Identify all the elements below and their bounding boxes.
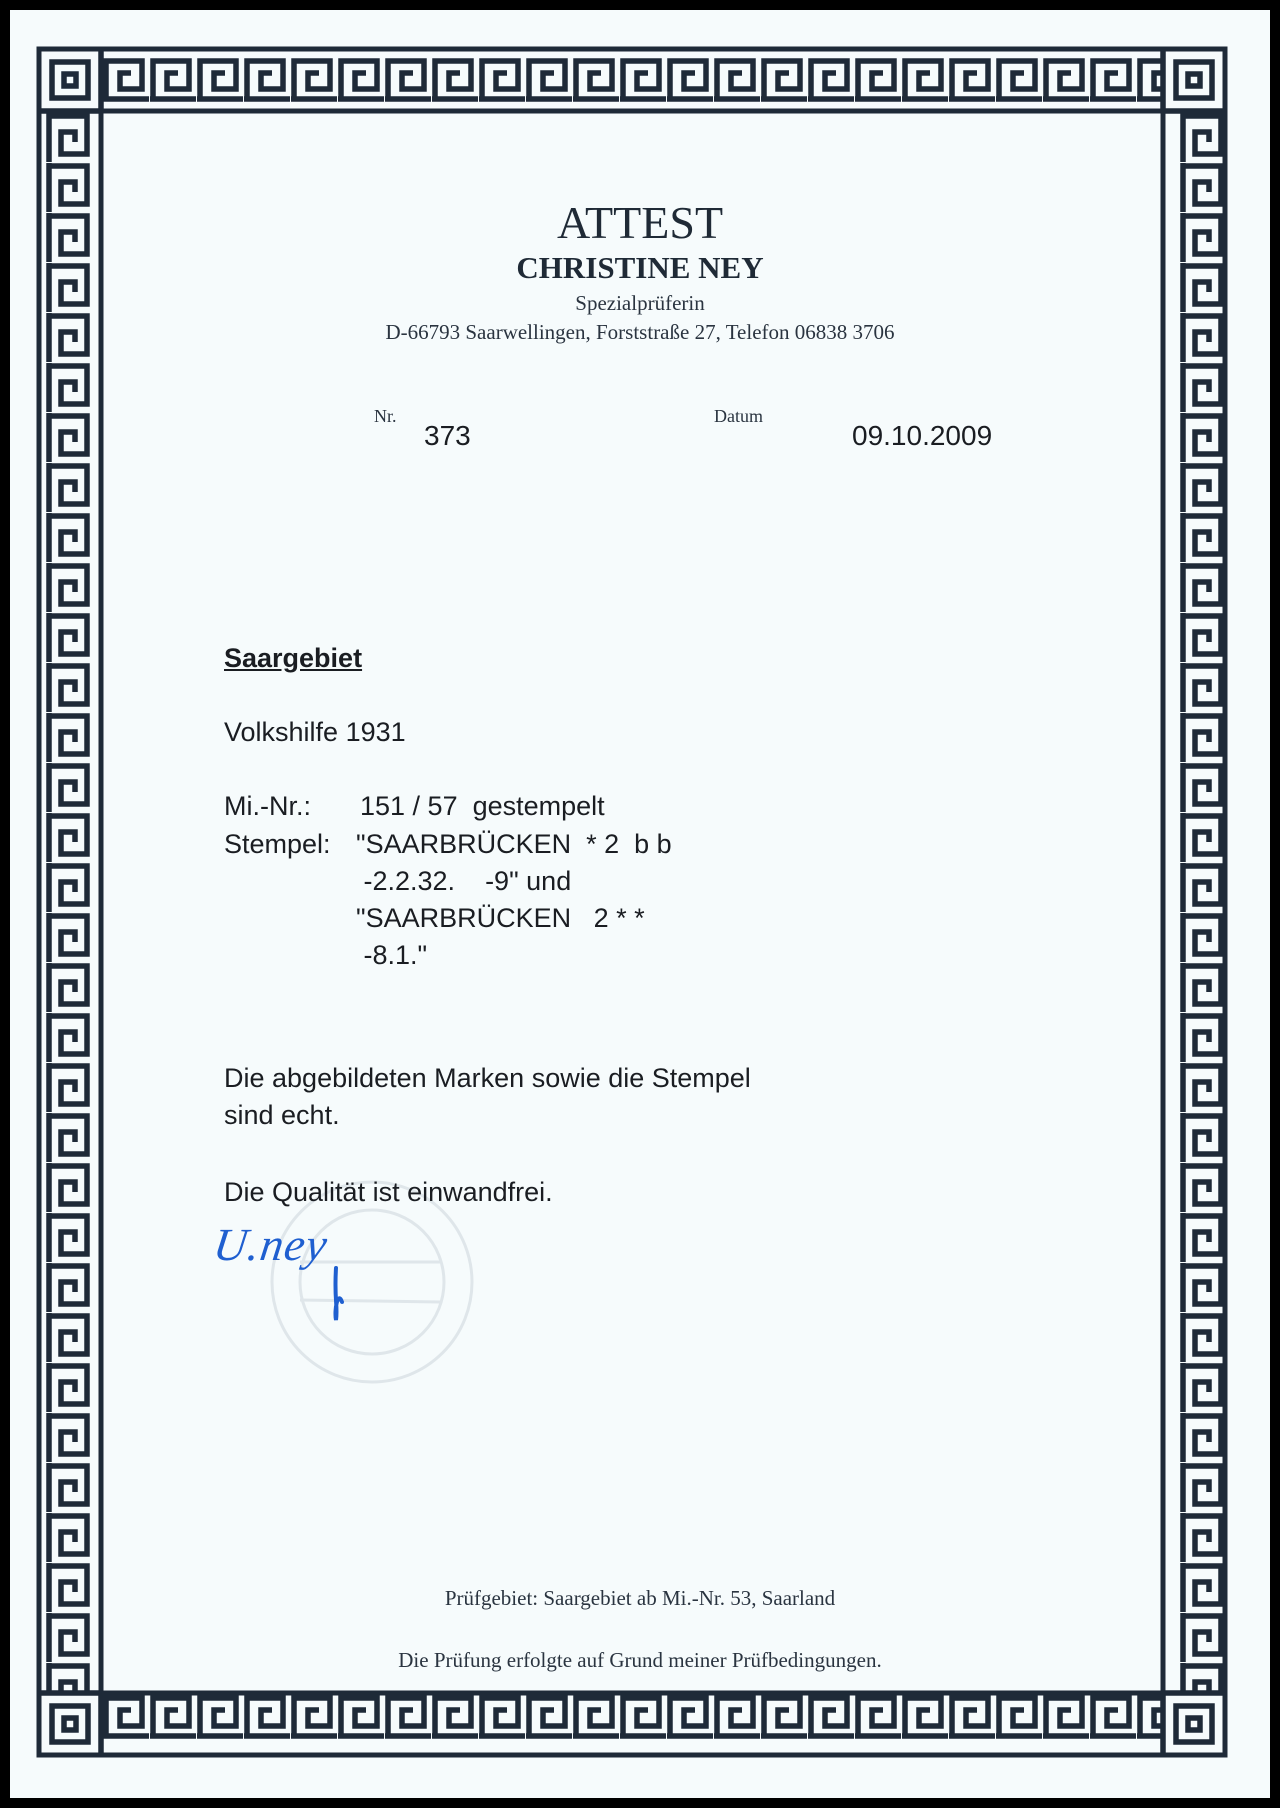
signature: U.ney — [210, 1219, 332, 1270]
stempel-line: -2.2.32. -9" und — [356, 866, 572, 896]
quality-statement: Die Qualität ist einwandfrei. — [224, 1177, 553, 1207]
signature-tail — [335, 1268, 342, 1320]
stempel-label: Stempel: — [224, 829, 331, 859]
examination-terms: Die Prüfung erfolgte auf Grund meiner Prüfbedingungen. — [398, 1648, 882, 1672]
faint-stamp — [272, 1182, 472, 1382]
examiner-name: CHRISTINE NEY — [516, 250, 764, 285]
certificate-date: 09.10.2009 — [852, 420, 993, 451]
stempel-line: -8.1." — [356, 940, 428, 970]
border-bottom — [103, 1695, 1161, 1753]
border-right — [1164, 113, 1224, 1691]
stempel-line: "SAARBRÜCKEN 2 * * — [356, 903, 645, 933]
examination-scope: Prüfgebiet: Saargebiet ab Mi.-Nr. 53, Saarland — [444, 1586, 836, 1610]
border-top — [103, 50, 1161, 110]
document-title: ATTEST — [556, 197, 724, 248]
date-label: Datum — [714, 406, 763, 426]
stempel-line: "SAARBRÜCKEN * 2 b b — [356, 829, 672, 859]
number-label: Nr. — [374, 406, 397, 426]
border-left — [40, 113, 100, 1691]
mi-nr-value: 151 / 57 gestempelt — [360, 791, 605, 821]
statement-line: Die abgebildeten Marken sowie die Stempel — [224, 1063, 751, 1093]
examiner-address: D-66793 Saarwellingen, Forststraße 27, Telefon 06838 3706 — [385, 320, 895, 344]
examiner-role: Spezialprüferin — [575, 291, 705, 315]
statement-line: sind echt. — [224, 1100, 340, 1130]
region-heading: Saargebiet — [224, 643, 363, 673]
certificate-number: 373 — [424, 420, 471, 451]
stamp-issue: Volkshilfe 1931 — [224, 717, 406, 747]
mi-nr-label: Mi.-Nr.: — [224, 791, 311, 821]
